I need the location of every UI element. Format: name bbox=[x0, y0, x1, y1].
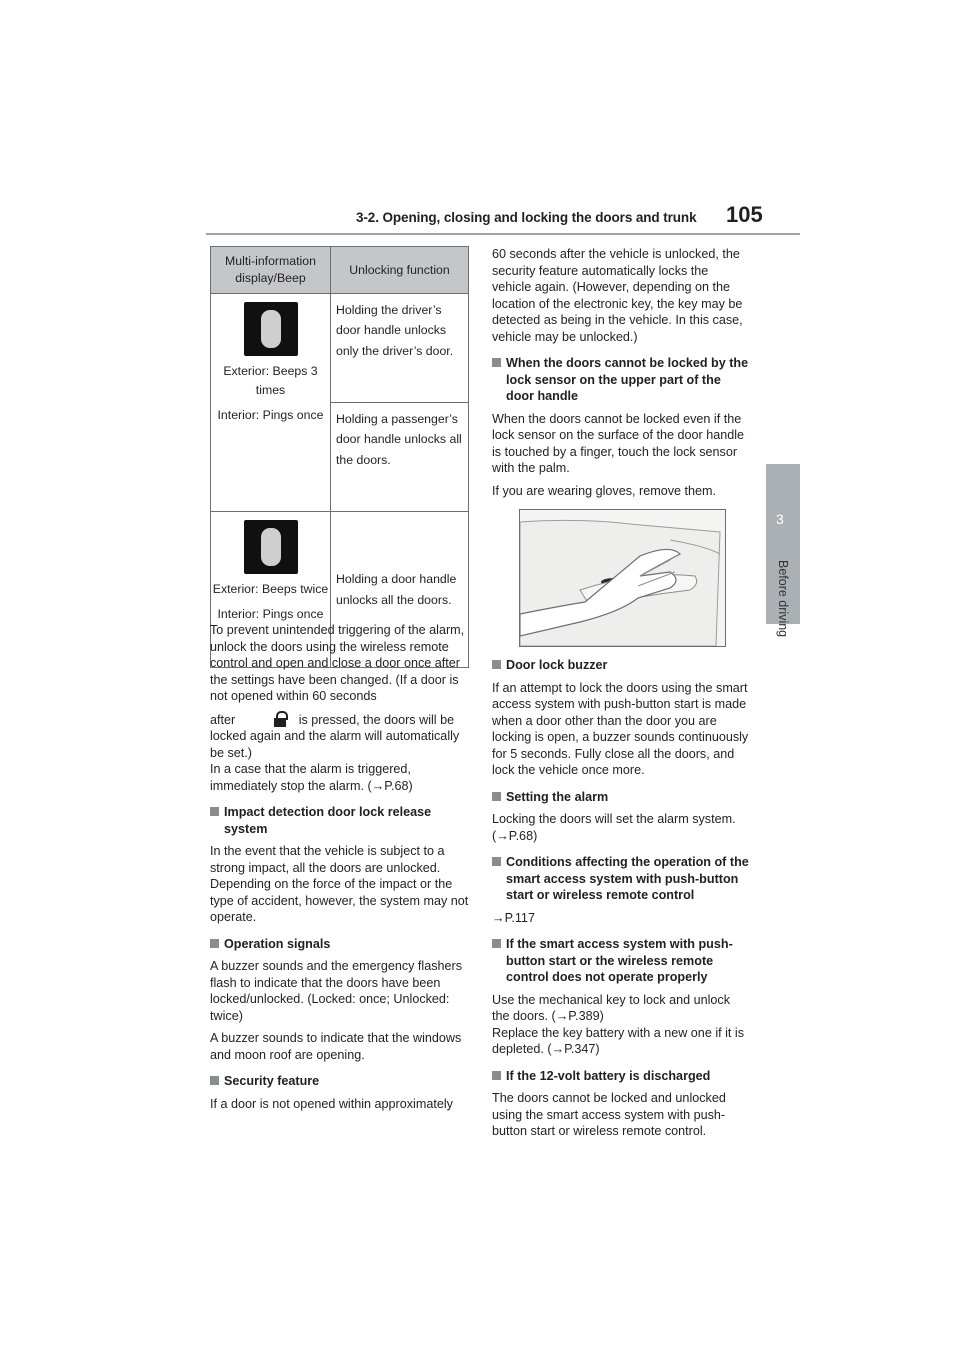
heading bbox=[492, 936, 750, 986]
paragraph: If an attempt to lock the doors using the smart access system with push-button start is made when a door other than the door you are locking is open, a buzzer sounds continuously for 5 seconds. Fully close all the doors, and lock the vehicle once more. bbox=[492, 680, 749, 777]
heading bbox=[210, 804, 472, 837]
door-handle-illustration bbox=[519, 509, 726, 647]
heading-text: Security feature bbox=[224, 1074, 320, 1088]
signal-exterior: Exterior: Beeps 3 times bbox=[223, 364, 318, 398]
right-column bbox=[492, 246, 750, 1146]
heading-text: Operation signals bbox=[224, 936, 331, 951]
heading-text: If the 12-volt battery is discharged bbox=[506, 1068, 711, 1083]
heading-text: If the smart access system with push-button start or the wireless remote control does not operate properly bbox=[506, 937, 733, 984]
car-driver-door-icon bbox=[244, 302, 298, 356]
paragraph-text: after bbox=[210, 712, 236, 727]
table-header-display: Multi-information display/Beep bbox=[211, 247, 331, 294]
paragraph: In a case that the alarm is triggered, immediately stop the alarm. (→P.68) bbox=[210, 762, 413, 793]
paragraph: In the event that the vehicle is subject to a strong impact, all the doors are unlocked. Depending on the force of the impact or the type of accident, however, the system may not operate. bbox=[210, 844, 469, 924]
paragraph: If a door is not opened within approximately bbox=[210, 1096, 453, 1111]
paragraph: 60 seconds after the vehicle is unlocked, the security feature automatically locks the vehicle again. (However, depending on the location of the electronic key, the key may be detected as being in the vehicle. In this case, vehicle may be unlocked.) bbox=[492, 247, 743, 344]
heading-text: Conditions affecting the operation of the smart access system with push-button start or wireless remote control bbox=[506, 855, 749, 902]
square-bullet-icon bbox=[210, 1076, 219, 1085]
page-number: 105 bbox=[726, 202, 763, 227]
lock-icon bbox=[273, 711, 287, 727]
paragraph: The doors cannot be locked and unlocked using the smart access system with push-button start or wireless remote control. bbox=[492, 1091, 726, 1138]
heading bbox=[492, 789, 750, 806]
signal-interior: Interior: Pings once bbox=[217, 408, 324, 423]
square-bullet-icon bbox=[210, 807, 219, 816]
chapter-number: 3 bbox=[776, 511, 784, 527]
paragraph: If you are wearing gloves, remove them. bbox=[492, 483, 716, 498]
unlocking-function-table bbox=[210, 246, 469, 668]
header-divider bbox=[206, 233, 800, 235]
heading-text: When the doors cannot be locked by the lock sensor on the upper part of the door handle bbox=[506, 356, 749, 403]
heading bbox=[492, 854, 750, 904]
paragraph: Replace the key battery with a new one if it is depleted. (→P.347) bbox=[492, 1025, 745, 1056]
paragraph-text: To prevent unintended triggering of the alarm, unlock the doors using the wireless remote control and open and close a door once after the settings have been changed. (If a door is not opened within 60 seconds bbox=[210, 623, 465, 703]
signal-interior: Interior: Pings once bbox=[217, 607, 324, 622]
signal-exterior: Exterior: Beeps twice bbox=[212, 582, 329, 596]
paragraph: When the doors cannot be locked even if the lock sensor on the surface of the door handle is touched by a finger, touch the lock sensor with the palm. bbox=[492, 411, 745, 475]
function-cell: Holding a passenger’s door handle unlocks all the doors. bbox=[331, 403, 469, 512]
heading bbox=[210, 1073, 472, 1090]
paragraph bbox=[210, 622, 472, 705]
square-bullet-icon bbox=[492, 660, 501, 669]
square-bullet-icon bbox=[492, 1071, 501, 1080]
chapter-label: Before driving bbox=[776, 560, 790, 638]
square-bullet-icon bbox=[492, 857, 501, 866]
hand-on-door-handle-icon bbox=[520, 510, 725, 646]
heading-text: Setting the alarm bbox=[506, 789, 609, 804]
square-bullet-icon bbox=[492, 939, 501, 948]
paragraph: A buzzer sounds to indicate that the windows and moon roof are opening. bbox=[210, 1031, 462, 1062]
paragraph: →P.117 bbox=[492, 910, 535, 925]
square-bullet-icon bbox=[210, 939, 219, 948]
left-column bbox=[210, 622, 472, 1118]
section-title: 3-2. Opening, closing and locking the doors and trunk bbox=[356, 210, 697, 225]
heading bbox=[492, 657, 750, 674]
paragraph: Use the mechanical key to lock and unlock the doors. (→P.389) bbox=[492, 992, 731, 1023]
function-cell: Holding the driver’s door handle unlocks only the driver’s door. bbox=[331, 294, 469, 403]
paragraph: A buzzer sounds and the emergency flashers flash to indicate that the doors have been locked/unlocked. (Locked: once; Unlocked: twice) bbox=[210, 959, 463, 1023]
paragraph-text: is pressed, the doors will be locked again and the alarm will automatically be set.) bbox=[210, 712, 460, 760]
square-bullet-icon bbox=[492, 358, 501, 367]
function-cell: Holding a door handle unlocks all the doors. bbox=[331, 512, 469, 668]
paragraph bbox=[210, 711, 472, 762]
heading bbox=[210, 936, 472, 953]
table-header-function: Unlocking function bbox=[331, 247, 469, 294]
heading bbox=[492, 1068, 750, 1085]
heading-text: Impact detection door lock release system bbox=[224, 805, 432, 836]
signal-cell bbox=[211, 294, 331, 512]
car-all-doors-icon bbox=[244, 520, 298, 574]
heading bbox=[492, 355, 750, 405]
paragraph: Locking the doors will set the alarm system. (→P.68) bbox=[492, 812, 736, 843]
square-bullet-icon bbox=[492, 792, 501, 801]
heading-text: Door lock buzzer bbox=[506, 658, 608, 672]
